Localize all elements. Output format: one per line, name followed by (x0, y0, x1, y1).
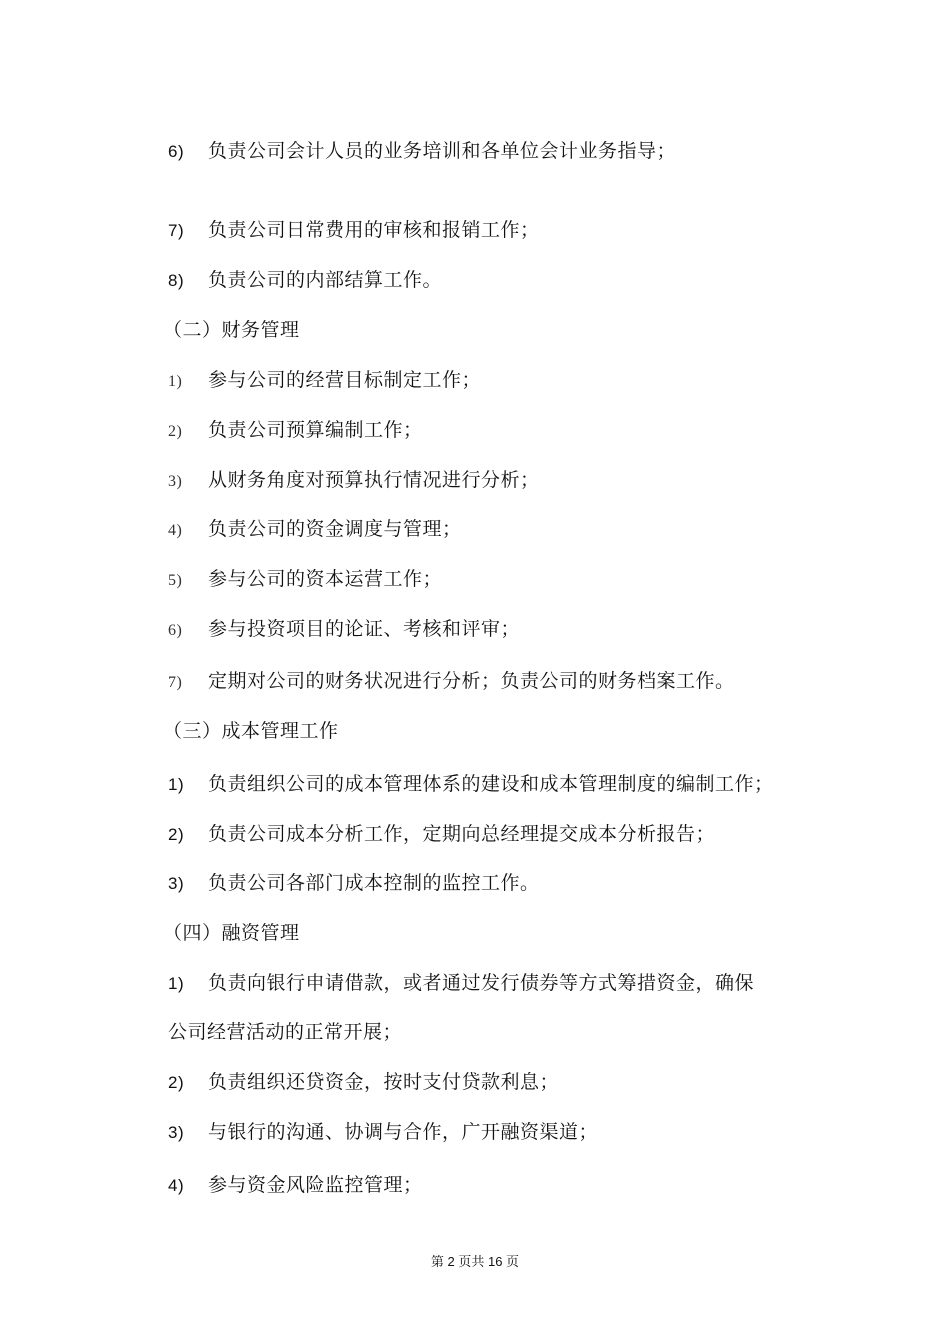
list-item (168, 616, 520, 644)
list-item (168, 267, 442, 294)
item-text: 负责公司会计人员的业务培训和各单位会计业务指导； (208, 140, 677, 162)
section-heading: （四）融资管理 (163, 922, 300, 944)
list-item (168, 1172, 423, 1199)
item-text: 与银行的沟通、协调与合作，广开融资渠道； (208, 1121, 599, 1143)
list-item (168, 970, 754, 997)
item-number: 2) (168, 423, 183, 440)
item-text: 负责公司日常费用的审核和报销工作； (208, 219, 540, 241)
section-heading: （二）财务管理 (163, 319, 300, 341)
item-number: 3) (168, 473, 183, 490)
section-heading: （三）成本管理工作 (163, 720, 339, 742)
list-item (168, 417, 423, 445)
list-item (168, 771, 774, 798)
item-text: 参与公司的资本运营工作； (208, 568, 443, 590)
list-item (168, 1069, 559, 1096)
item-number: 7) (168, 221, 185, 240)
item-text: 定期对公司的财务状况进行分析；负责公司的财务档案工作。 (208, 670, 735, 692)
list-item (168, 217, 540, 244)
item-number: 3) (168, 1123, 185, 1142)
list-item (168, 467, 540, 495)
list-item (168, 870, 540, 897)
item-number: 1) (168, 974, 185, 993)
item-text: 负责公司的内部结算工作。 (208, 269, 443, 291)
item-number: 4) (168, 1176, 185, 1195)
item-number: 6) (168, 622, 183, 639)
item-number: 1) (168, 373, 183, 390)
item-text: 负责向银行申请借款，或者通过发行债券等方式筹措资金，确保 (208, 972, 755, 994)
item-number: 7) (168, 674, 183, 691)
item-number: 6) (168, 142, 185, 161)
list-item (168, 1119, 598, 1146)
item-text: 负责组织还贷资金，按时支付贷款利息； (208, 1071, 560, 1093)
item-number: 2) (168, 1073, 185, 1092)
item-text: 负责公司预算编制工作； (208, 419, 423, 441)
item-text: 负责公司的资金调度与管理； (208, 518, 462, 540)
item-text: 参与公司的经营目标制定工作； (208, 369, 482, 391)
item-number: 2) (168, 825, 185, 844)
item-number: 1) (168, 775, 185, 794)
list-item (168, 668, 735, 696)
list-item (168, 367, 481, 395)
list-item-continuation: 公司经营活动的正常开展； (168, 1021, 403, 1043)
list-item (168, 138, 676, 165)
item-text: 参与投资项目的论证、考核和评审； (208, 618, 521, 640)
list-item (168, 516, 462, 544)
item-text: 负责公司成本分析工作，定期向总经理提交成本分析报告； (208, 823, 716, 845)
item-number: 8) (168, 271, 185, 290)
item-number: 4) (168, 522, 183, 539)
page-number: 第 2 页共 16 页 (430, 1254, 520, 1269)
list-item (168, 566, 442, 594)
item-text: 负责公司各部门成本控制的监控工作。 (208, 872, 540, 894)
item-text: 从财务角度对预算执行情况进行分析； (208, 469, 540, 491)
list-item (168, 821, 715, 848)
item-number: 5) (168, 572, 183, 589)
item-number: 3) (168, 874, 185, 893)
item-text: 负责组织公司的成本管理体系的建设和成本管理制度的编制工作； (208, 773, 774, 795)
item-text: 参与资金风险监控管理； (208, 1174, 423, 1196)
